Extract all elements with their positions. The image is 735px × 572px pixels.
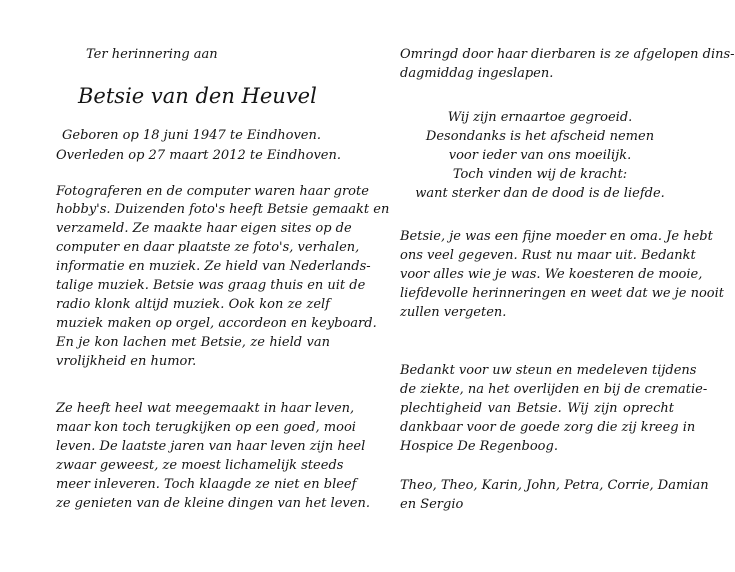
thanks-line: Hospice De Regenboog. xyxy=(400,439,558,454)
tribute-line: ons veel gegeven. Rust nu maar uit. Bedankt xyxy=(400,248,696,263)
life-line: zwaar geweest, ze moest lichamelijk steeds xyxy=(56,458,344,473)
bio-line: computer en daar plaatste ze foto's, verhalen, xyxy=(56,240,360,255)
life-line: Ze heeft heel wat meegemaakt in haar leven, xyxy=(56,401,355,416)
poem-line: voor ieder van ons moeilijk. xyxy=(448,148,632,163)
bio-line: Fotograferen en de computer waren haar grote xyxy=(56,184,369,199)
tribute-line: voor alles wie je was. We koesteren de mooie, xyxy=(400,267,703,282)
thanks-line: dankbaar voor de goede zorg die zij kreeg in xyxy=(400,420,696,435)
death-line: Overleden op 27 maart 2012 te Eindhoven. xyxy=(56,148,341,163)
poem-line: want sterker dan de dood is de liefde. xyxy=(415,186,665,201)
tribute-line: zullen vergeten. xyxy=(400,305,507,320)
bio-line: muziek maken op orgel, accordeon en keyboard. xyxy=(56,316,377,331)
tribute-line: liefdevolle herinneringen en weet dat we je nooit xyxy=(400,286,725,301)
thanks-line: plechtigheid van Betsie. Wij zijn oprecht xyxy=(400,401,674,416)
life-line: leven. De laatste jaren van haar leven zijn heel xyxy=(56,439,366,454)
bio-line: En je kon lachen met Betsie, ze hield van xyxy=(56,335,330,350)
tribute-line: Betsie, je was een fijne moeder en oma. Je hebt xyxy=(400,229,713,244)
signature-line: en Sergio xyxy=(400,497,464,512)
signature-line: Theo, Theo, Karin, John, Petra, Corrie, Damian xyxy=(400,478,709,493)
opening-line: dagmiddag ingeslapen. xyxy=(400,66,554,81)
intro-text: Ter herinnering aan xyxy=(86,47,218,62)
poem-line: Wij zijn ernaartoe gegroeid. xyxy=(447,110,633,125)
opening-line: Omringd door haar dierbaren is ze afgelopen dins- xyxy=(400,47,735,62)
thanks-line: Bedankt voor uw steun en medeleven tijdens xyxy=(400,363,697,378)
thanks-line: de ziekte, na het overlijden en bij de crematie- xyxy=(400,382,708,397)
life-line: ze genieten van de kleine dingen van het leven. xyxy=(56,496,370,511)
bio-line: verzameld. Ze maakte haar eigen sites op de xyxy=(56,221,352,236)
bio-line: hobby's. Duizenden foto's heeft Betsie gemaakt en xyxy=(56,202,390,217)
poem-line: Toch vinden wij de kracht: xyxy=(452,167,628,182)
bio-line: radio klonk altijd muziek. Ook kon ze zelf xyxy=(56,297,330,312)
bio-line: talige muziek. Betsie was graag thuis en uit de xyxy=(56,278,366,293)
birth-line: Geboren op 18 juni 1947 te Eindhoven. xyxy=(62,128,322,143)
bio-line: vrolijkheid en humor. xyxy=(56,354,197,369)
poem-line: Desondanks is het afscheid nemen xyxy=(425,129,655,144)
deceased-name: Betsie van den Heuvel xyxy=(78,84,317,108)
bio-line: informatie en muziek. Ze hield van Nederlands- xyxy=(56,259,371,274)
life-line: meer inleveren. Toch klaagde ze niet en bleef xyxy=(56,477,357,492)
life-line: maar kon toch terugkijken op een goed, mooi xyxy=(56,420,356,435)
